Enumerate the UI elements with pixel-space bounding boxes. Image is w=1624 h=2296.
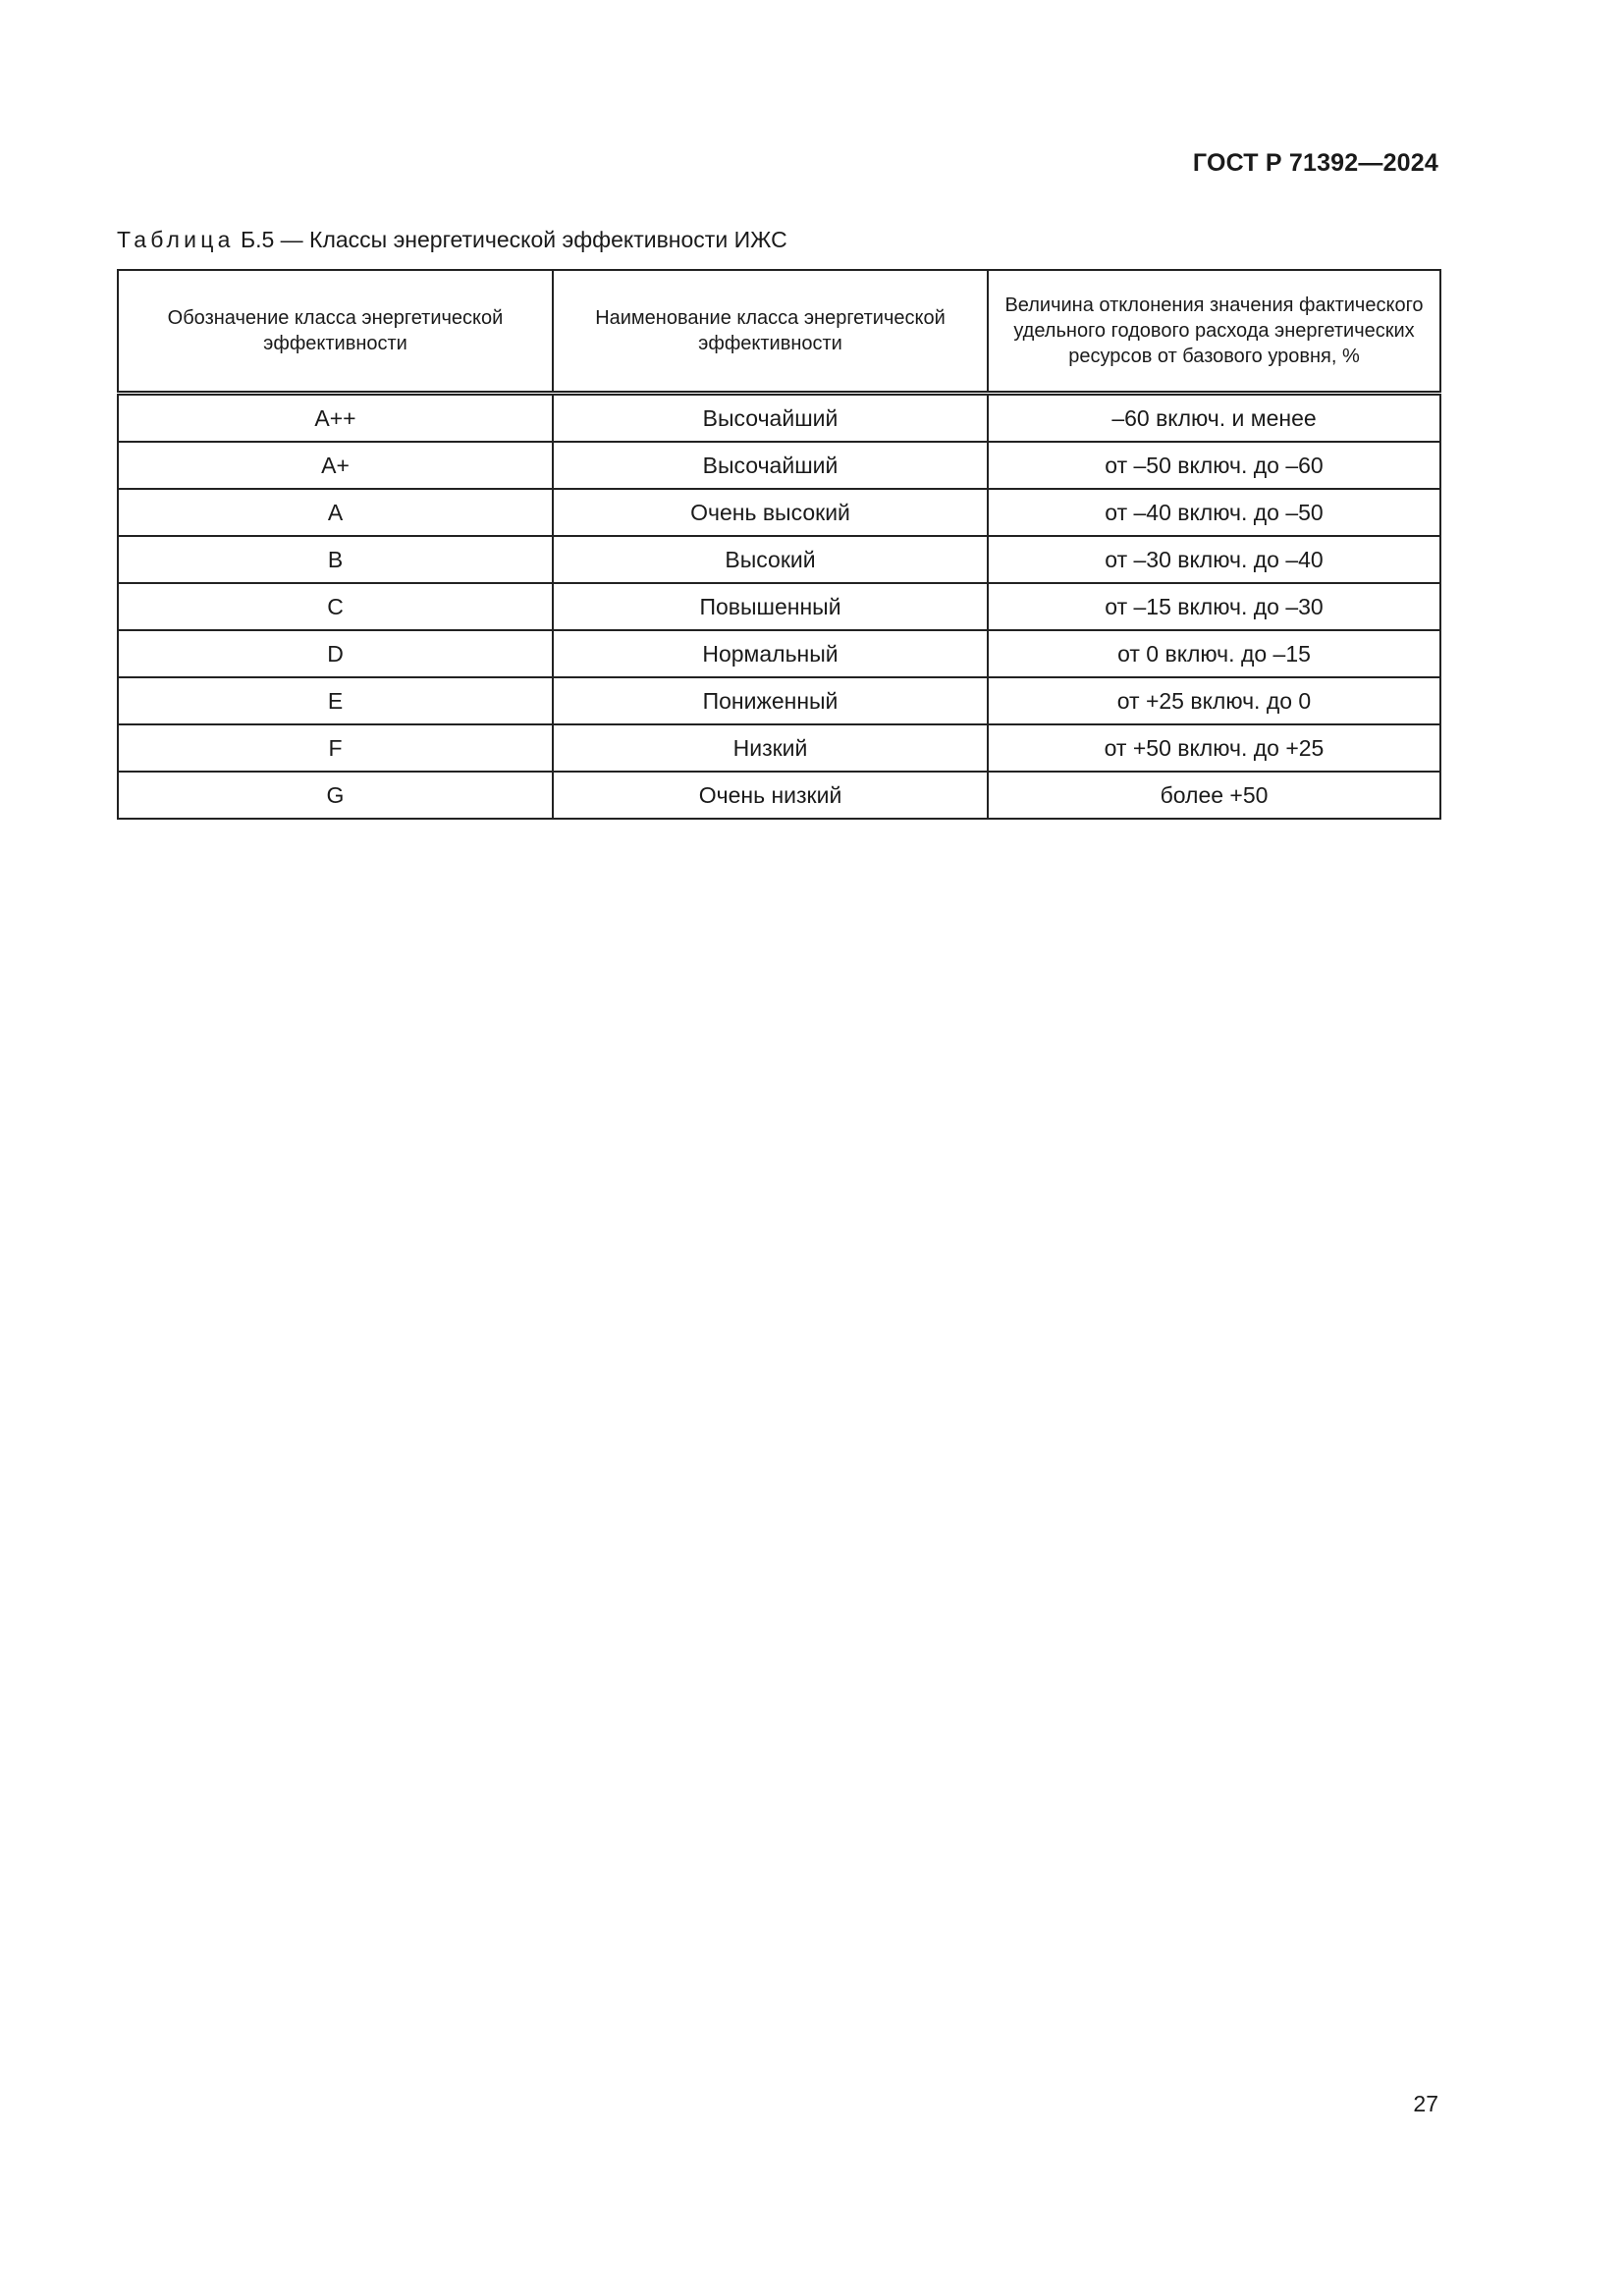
- table-row: [118, 772, 1440, 819]
- column-header-deviation: Величина отклонения значения фактического удельного годового расхода энергетических ресурсов от базового уровня, %: [988, 270, 1440, 394]
- energy-class-table: [117, 269, 1441, 820]
- cell-class-name: Низкий: [553, 724, 988, 772]
- cell-class-code: A: [118, 489, 553, 536]
- cell-class-code: F: [118, 724, 553, 772]
- table-row: [118, 394, 1440, 443]
- cell-class-name: Высокий: [553, 536, 988, 583]
- cell-deviation: от +50 включ. до +25: [988, 724, 1440, 772]
- cell-deviation: –60 включ. и менее: [988, 394, 1440, 443]
- cell-class-code: G: [118, 772, 553, 819]
- table-caption-text: Б.5 — Классы энергетической эффективности ИЖС: [234, 227, 787, 252]
- document-code: ГОСТ Р 71392—2024: [1192, 149, 1438, 177]
- cell-class-code: A++: [118, 394, 553, 443]
- cell-deviation: от –40 включ. до –50: [988, 489, 1440, 536]
- column-header-class-code: Обозначение класса энергетической эффективности: [118, 270, 553, 394]
- table-caption-label: Таблица: [117, 227, 235, 252]
- cell-deviation: от –15 включ. до –30: [988, 583, 1440, 630]
- cell-deviation: более +50: [988, 772, 1440, 819]
- cell-class-name: Повышенный: [553, 583, 988, 630]
- table-row: [118, 536, 1440, 583]
- cell-class-code: E: [118, 677, 553, 724]
- page-number: 27: [1413, 2091, 1438, 2116]
- cell-class-name: Нормальный: [553, 630, 988, 677]
- column-header-class-name: Наименование класса энергетической эффективности: [553, 270, 988, 394]
- cell-deviation: от –30 включ. до –40: [988, 536, 1440, 583]
- cell-class-name: Высочайший: [553, 442, 988, 489]
- cell-class-name: Высочайший: [553, 394, 988, 443]
- table-row: [118, 677, 1440, 724]
- cell-class-code: A+: [118, 442, 553, 489]
- table-row: [118, 489, 1440, 536]
- cell-class-name: Пониженный: [553, 677, 988, 724]
- table-row: [118, 724, 1440, 772]
- table-row: [118, 583, 1440, 630]
- table-row: [118, 630, 1440, 677]
- table-row: [118, 442, 1440, 489]
- cell-deviation: от 0 включ. до –15: [988, 630, 1440, 677]
- cell-deviation: от –50 включ. до –60: [988, 442, 1440, 489]
- cell-class-code: D: [118, 630, 553, 677]
- cell-deviation: от +25 включ. до 0: [988, 677, 1440, 724]
- cell-class-code: C: [118, 583, 553, 630]
- cell-class-code: B: [118, 536, 553, 583]
- table-header-row: [118, 270, 1440, 394]
- cell-class-name: Очень низкий: [553, 772, 988, 819]
- cell-class-name: Очень высокий: [553, 489, 988, 536]
- table-caption: [117, 227, 787, 253]
